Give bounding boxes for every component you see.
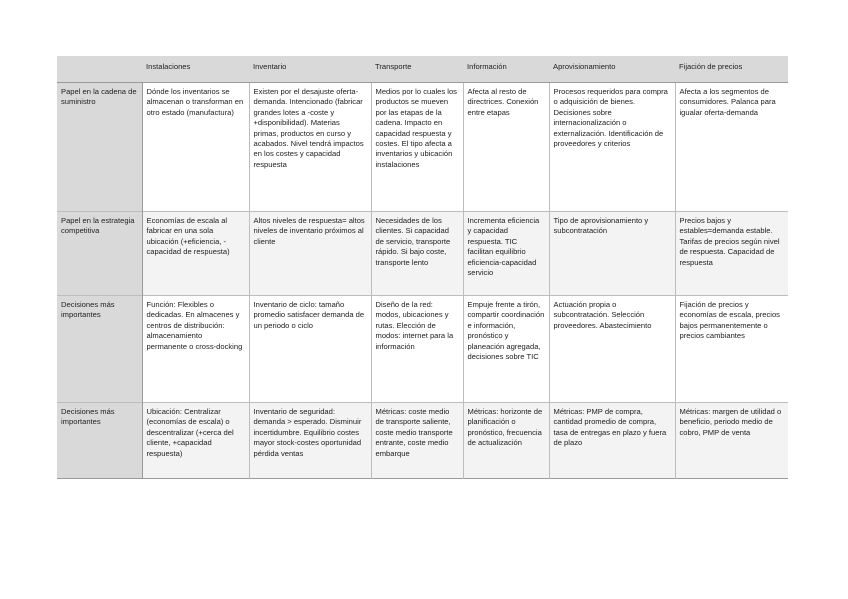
table-cell: Procesos requeridos para compra o adquisición de bienes. Decisiones sobre internacionalización o externalización. Identificación de proveedores y criterios — [549, 83, 675, 212]
table-cell: Inventario de seguridad: demanda > esperado. Disminuir incertidumbre. Equilibrio costes mayor stock-costes oportunidad pérdida ventas — [249, 403, 371, 479]
header-cell-transporte: Transporte — [371, 56, 463, 83]
header-cell-corner — [57, 56, 142, 83]
table-cell: Dónde los inventarios se almacenan o transforman en otro estado (manufactura) — [142, 83, 249, 212]
header-cell-inventario: Inventario — [249, 56, 371, 83]
table-cell: Precios bajos y estables=demanda estable. Tarifas de precios según nivel de respuesta. Capacidad de respuesta — [675, 212, 788, 296]
header-cell-aprovisionamiento: Aprovisionamiento — [549, 56, 675, 83]
row-label: Decisiones más importantes — [57, 296, 142, 403]
table-cell: Diseño de la red: modos, ubicaciones y rutas. Elección de modos: internet para la información — [371, 296, 463, 403]
table-cell: Afecta al resto de directrices. Conexión entre etapas — [463, 83, 549, 212]
table-cell: Tipo de aprovisionamiento y subcontratación — [549, 212, 675, 296]
supply-chain-drivers-table — [57, 56, 788, 479]
table-cell: Medios por lo cuales los productos se mueven por las etapas de la cadena. Impacto en capacidad respuesta y costes. El tipo afecta a inventarios y ubicación instalaciones — [371, 83, 463, 212]
table-cell: Afecta a los segmentos de consumidores. Palanca para igualar oferta-demanda — [675, 83, 788, 212]
table-cell: Métricas: coste medio de transporte saliente, coste medio transporte entrante, coste medio embarque — [371, 403, 463, 479]
table-cell: Actuación propia o subcontratación. Selección proveedores. Abastecimiento — [549, 296, 675, 403]
table-cell: Necesidades de los clientes. Si capacidad de servicio, transporte rápido. Si bajo coste, transporte lento — [371, 212, 463, 296]
row-label: Papel en la cadena de suministro — [57, 83, 142, 212]
table-cell: Función: Flexibles o dedicadas. En almacenes y centros de distribución: almacenamiento permanente o cross-docking — [142, 296, 249, 403]
table-cell: Economías de escala al fabricar en una sola ubicación (+eficiencia, -capacidad de respuesta) — [142, 212, 249, 296]
table-cell: Altos niveles de respuesta= altos niveles de inventario próximos al cliente — [249, 212, 371, 296]
header-cell-instalaciones: Instalaciones — [142, 56, 249, 83]
table-cell: Incrementa eficiencia y capacidad respuesta. TIC facilitan equilibrio eficiencia-capacidad servicio — [463, 212, 549, 296]
table-row — [57, 212, 788, 296]
table-cell: Inventario de ciclo: tamaño promedio satisfacer demanda de un periodo o ciclo — [249, 296, 371, 403]
row-label: Decisiones más importantes — [57, 403, 142, 479]
header-row — [57, 56, 788, 83]
row-label: Papel en la estrategia competitiva — [57, 212, 142, 296]
table-cell: Existen por el desajuste oferta-demanda. Intencionado (fabricar grandes lotes a -coste y +disponibilidad). Materias primas, productos en curso y acabados. Nivel tendrá impactos en los costes y capacidad respuesta — [249, 83, 371, 212]
table-row — [57, 296, 788, 403]
table-row — [57, 403, 788, 479]
header-cell-informacion: Información — [463, 56, 549, 83]
table-row — [57, 83, 788, 212]
table-cell: Ubicación: Centralizar (economías de escala) o descentralizar (+cerca del cliente, +capacidad respuesta) — [142, 403, 249, 479]
table-cell: Métricas: margen de utilidad o beneficio, periodo medio de cobro, PMP de venta — [675, 403, 788, 479]
table-cell: Empuje frente a tirón, compartir coordinación e información, pronóstico y planeación agregada, decisiones sobre TIC — [463, 296, 549, 403]
table-cell: Métricas: PMP de compra, cantidad promedio de compra, tasa de entregas en plazo y fuera de plazo — [549, 403, 675, 479]
header-cell-fijacion-precios: Fijación de precios — [675, 56, 788, 83]
comparison-table-container — [57, 56, 788, 479]
table-cell: Métricas: horizonte de planificación o pronóstico, frecuencia de actualización — [463, 403, 549, 479]
table-cell: Fijación de precios y economías de escala, precios bajos permanentemente o precios cambiantes — [675, 296, 788, 403]
